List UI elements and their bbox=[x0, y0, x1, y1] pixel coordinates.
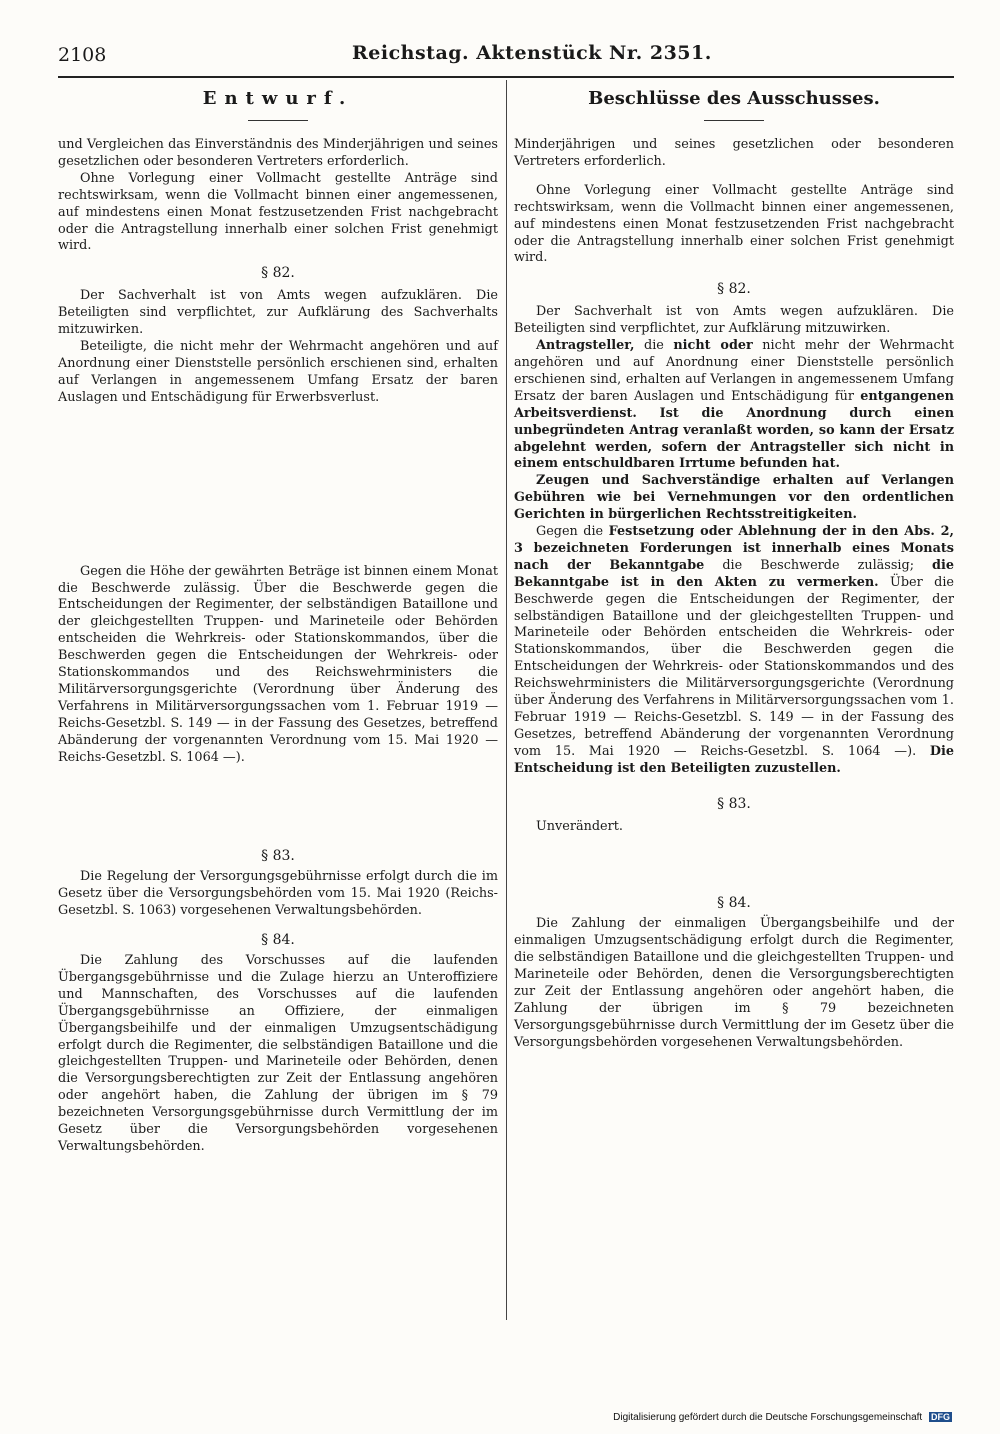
paragraph: und Vergleichen das Einverständnis des Minderjährigen und seines gesetzlichen oder besonderen Vertreters erforderlich. bbox=[58, 137, 498, 169]
credit-text: Digitalisierung gefördert durch die Deutsche Forschungsgemeinschaft bbox=[613, 1412, 923, 1423]
heading-rule bbox=[704, 120, 764, 121]
paragraph: Minderjährigen und seines gesetzlichen oder besonderen Vertreters erforderlich. bbox=[514, 137, 954, 169]
section-83-heading: § 83. bbox=[717, 795, 751, 812]
paragraph: Beteiligte, die nicht mehr der Wehrmacht angehören und auf Anordnung einer Dienststelle persönlich erschienen sind, erhalten auf Verlangen in angemessenem Umfang Ersatz der baren Auslagen und Entschädigung für Erwerbsverlust. bbox=[58, 338, 498, 405]
amendment-text: entgangenen Arbeitsverdienst. Ist die Anordnung durch einen unbegründeten Antrag veranlaßt worden, so kann der Ersatz abgelehnt werden, sofern der Antragsteller sich nicht in einem entschuldbaren Irrtume befunden hat. bbox=[514, 388, 954, 472]
committee-column bbox=[514, 88, 954, 1052]
amendment-text: Die Entscheidung ist den Beteiligten zuzustellen. bbox=[514, 743, 954, 776]
column-divider bbox=[506, 80, 507, 1320]
paragraph: Die Regelung der Versorgungsgebührnisse erfolgt durch die im Gesetz über die Versorgungsbehörden vom 15. Mai 1920 (Reichs-Gesetzbl. S. 1063) vorgesehenen Verwaltungsbehörden. bbox=[58, 869, 498, 919]
text-run: die bbox=[634, 338, 674, 354]
amendment-text: Festsetzung oder Ablehnung der in den Abs. 2, 3 bezeichneten Forderungen ist innerhalb eines Monats nach der Bekanntgabe bbox=[514, 524, 955, 573]
section-84-heading: § 84. bbox=[261, 932, 295, 949]
section-82-heading: § 82. bbox=[717, 281, 751, 298]
header-rule bbox=[58, 76, 954, 78]
section-82-heading: § 82. bbox=[261, 265, 295, 282]
draft-heading: Entwurf. bbox=[202, 88, 354, 109]
section-83-heading: § 83. bbox=[261, 848, 295, 865]
text-run: nicht mehr der Wehrmacht angehören und auf Anordnung einer Dienststelle persönlich erschienen sind, erhalten auf Verlangen in angemessenem Umfang Ersatz der baren Auslagen und Entschädigung für bbox=[514, 338, 954, 404]
page-title: Reichstag. Aktenstück Nr. 2351. bbox=[352, 42, 712, 64]
section-84-heading: § 84. bbox=[717, 895, 751, 912]
page-number: 2108 bbox=[58, 44, 107, 66]
paragraph: Der Sachverhalt ist von Amts wegen aufzuklären. Die Beteiligten sind verpflichtet, zur Aufklärung mitzuwirken. bbox=[514, 304, 954, 337]
committee-heading: Beschlüsse des Ausschusses. bbox=[588, 88, 880, 109]
paragraph: Der Sachverhalt ist von Amts wegen aufzuklären. Die Beteiligten sind verpflichtet, zur Aufklärung des Sachverhalts mitzuwirken. bbox=[58, 288, 498, 338]
digitization-credit bbox=[613, 1412, 952, 1423]
dfg-logo: DFG bbox=[931, 1412, 950, 1422]
paragraph: Die Zahlung der einmaligen Übergangsbeihilfe und der einmaligen Umzugsentschädigung erfolgt durch die Regimenter, die selbständigen Bataillone und die gleichgestellten Truppen- und Marineteile oder Behörden, denen die Versorgungsberechtigten zur Zeit der Entlassung angehören oder angehört haben, die Zahlung der übrigen im § 79 bezeichneten Versorgungsgebührnisse durch Vermittlung der im Gesetz über die Versorgungsbehörden vorgesehenen Verwaltungsbehörden. bbox=[514, 916, 954, 1050]
paragraph bbox=[514, 524, 954, 778]
amendment-text: die Bekanntgabe ist in den Akten zu vermerken. bbox=[514, 557, 954, 590]
heading-rule bbox=[248, 120, 308, 121]
text-run: die Beschwerde zulässig; bbox=[704, 557, 933, 573]
paragraph: Die Zahlung des Vorschusses auf die laufenden Übergangsgebührnisse und die Zulage hierzu an Unteroffiziere und Mannschaften, des Vorschusses auf die laufenden Übergangsgebührnisse an Offiziere, der einmaligen Übergangsbeihilfe und der einmaligen Umzugsentschädigung erfolgt durch die Regimenter, die selbständigen Bataillone und die gleichgestellten Truppen- und Marineteile oder Behörden, denen die Versorgungsberechtigten zur Zeit der Entlassung angehören oder angehört haben, die Zahlung der übrigen im § 79 bezeichneten Versorgungsgebührnisse durch Vermittlung der im Gesetz über die Versorgungsbehörden vorgesehenen Verwaltungsbehörden. bbox=[58, 953, 498, 1154]
paragraph bbox=[514, 338, 954, 473]
text-run: Gegen die bbox=[536, 524, 609, 540]
amendment-paragraph: Zeugen und Sachverständige erhalten auf Verlangen Gebühren wie bei Vernehmungen vor den ordentlichen Gerichten in bürgerlichen Rechtsstreitigkeiten. bbox=[514, 473, 954, 523]
paragraph: Ohne Vorlegung einer Vollmacht gestellte Anträge sind rechtswirksam, wenn die Vollmacht binnen einer angemessenen, auf mindestens einen Monat festzusetzenden Frist nachgebracht oder die Antragstellung innerhalb einer solchen Frist genehmigt wird. bbox=[514, 182, 954, 266]
text-run: Über die Beschwerde gegen die Entscheidungen der Regimenter, der selbständigen Bataillone und der gleichgestellten Truppen- und Marineteile oder Behörden entscheiden die Wehrkreis- oder Stationskommandos, über die Beschwerden gegen die Entscheidungen der Wehrkreis- oder Stationskommandos und des Reichswehrministers die Militärversorgungsgerichte (Verordnung über Änderung des Verfahrens in Militärversorgungssachen vom 1. Februar 1919 — Reichs-Gesetzbl. S. 149 — in der Fassung des Gesetzes, betreffend Abänderung der vorgenannten Verordnung vom 15. Mai 1920 — Reichs-Gesetzbl. S. 1064 —). bbox=[514, 574, 955, 759]
paragraph: Gegen die Höhe der gewährten Beträge ist binnen einem Monat die Beschwerde zulässig. Über die Beschwerde gegen die Entscheidungen der Regimenter, der selbständigen Bataillone und der gleichgestellten Truppen- und Marineteile oder Behörden entscheiden die Wehrkreis- oder Stationskommandos, über die Beschwerden gegen die Entscheidungen der Wehrkreis- oder Stationskommandos und des Reichswehrministers die Militärversorgungsgerichte (Verordnung über Änderung des Verfahrens in Militärversorgungssachen vom 1. Februar 1919 — Reichs-Gesetzbl. S. 149 — in der Fassung des Gesetzes, betreffend Abänderung der vorgenannten Verordnung vom 15. Mai 1920 — Reichs-Gesetzbl. S. 1064 —). bbox=[58, 563, 498, 765]
paragraph: Ohne Vorlegung einer Vollmacht gestellte Anträge sind rechtswirksam, wenn die Vollmacht binnen einer angemessenen, auf mindestens einen Monat festzusetzenden Frist nachgebracht oder die Antragstellung innerhalb einer solchen Frist genehmigt wird. bbox=[58, 170, 498, 254]
amendment-text: Antragsteller, bbox=[536, 338, 635, 354]
draft-column bbox=[58, 88, 498, 1156]
amendment-text: nicht oder bbox=[673, 338, 753, 354]
paragraph: Unverändert. bbox=[536, 818, 623, 834]
